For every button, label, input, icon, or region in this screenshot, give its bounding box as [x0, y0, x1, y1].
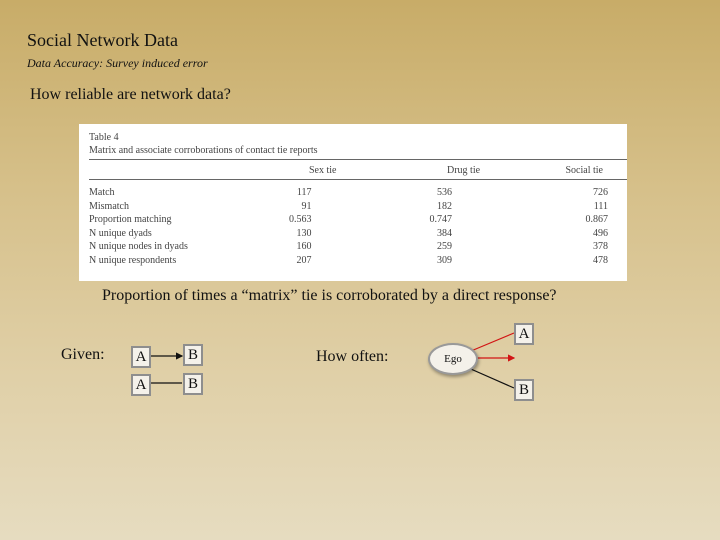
sex-tie-cell: 117 [296, 187, 312, 199]
row-label-cell: Match [89, 187, 115, 199]
drug-tie-cell: 182 [437, 200, 452, 212]
row-label-cell: N unique respondents [89, 254, 177, 266]
sex-tie-cell: 91 [301, 200, 312, 212]
social-tie-cell: 0.867 [585, 214, 608, 226]
given-node-b-top: B [183, 344, 203, 366]
how-often-label: How often: [316, 348, 389, 365]
given-node-b-bottom: B [183, 373, 203, 395]
row-label-cell: N unique dyads [89, 227, 152, 239]
sex-tie-cell: 130 [296, 227, 312, 239]
slide-title: Social Network Data [27, 30, 178, 50]
slide-question: How reliable are network data? [30, 86, 231, 103]
table-header-cell: Sex tie [309, 165, 337, 177]
table-header-cell: Drug tie [447, 165, 481, 177]
social-tie-cell: 111 [593, 200, 608, 212]
slide-caption: Proportion of times a “matrix” tie is corroborated by a direct response? [102, 287, 557, 304]
social-tie-cell: 726 [593, 187, 608, 199]
drug-tie-cell: 259 [437, 241, 452, 253]
row-label-cell: Mismatch [89, 200, 129, 212]
drug-tie-cell: 0.747 [429, 214, 452, 226]
table-header-cell: Social tie [565, 165, 603, 177]
ego-to-a-tie [471, 333, 514, 351]
sex-tie-cell: 207 [296, 254, 312, 266]
given-node-a-bottom: A [131, 374, 151, 396]
ego-node-a: A [514, 323, 534, 345]
given-node-a-top: A [131, 346, 151, 368]
row-label-cell: Proportion matching [89, 214, 172, 226]
given-label: Given: [61, 346, 105, 363]
sex-tie-cell: 160 [296, 241, 312, 253]
social-tie-cell: 496 [593, 227, 608, 239]
slide-subtitle: Data Accuracy: Survey induced error [27, 56, 208, 70]
social-tie-cell: 378 [593, 241, 608, 253]
row-label-cell: N unique nodes in dyads [89, 241, 188, 253]
table-caption: Matrix and associate corroborations of contact tie reports [89, 145, 318, 156]
sex-tie-cell: 0.563 [289, 214, 312, 226]
social-tie-cell: 478 [593, 254, 608, 266]
drug-tie-cell: 536 [437, 187, 452, 199]
drug-tie-cell: 309 [437, 254, 452, 266]
drug-tie-cell: 384 [437, 227, 452, 239]
ego-node-b: B [514, 379, 534, 401]
table-label: Table 4 [89, 132, 119, 143]
ego-node: Ego [428, 343, 478, 375]
